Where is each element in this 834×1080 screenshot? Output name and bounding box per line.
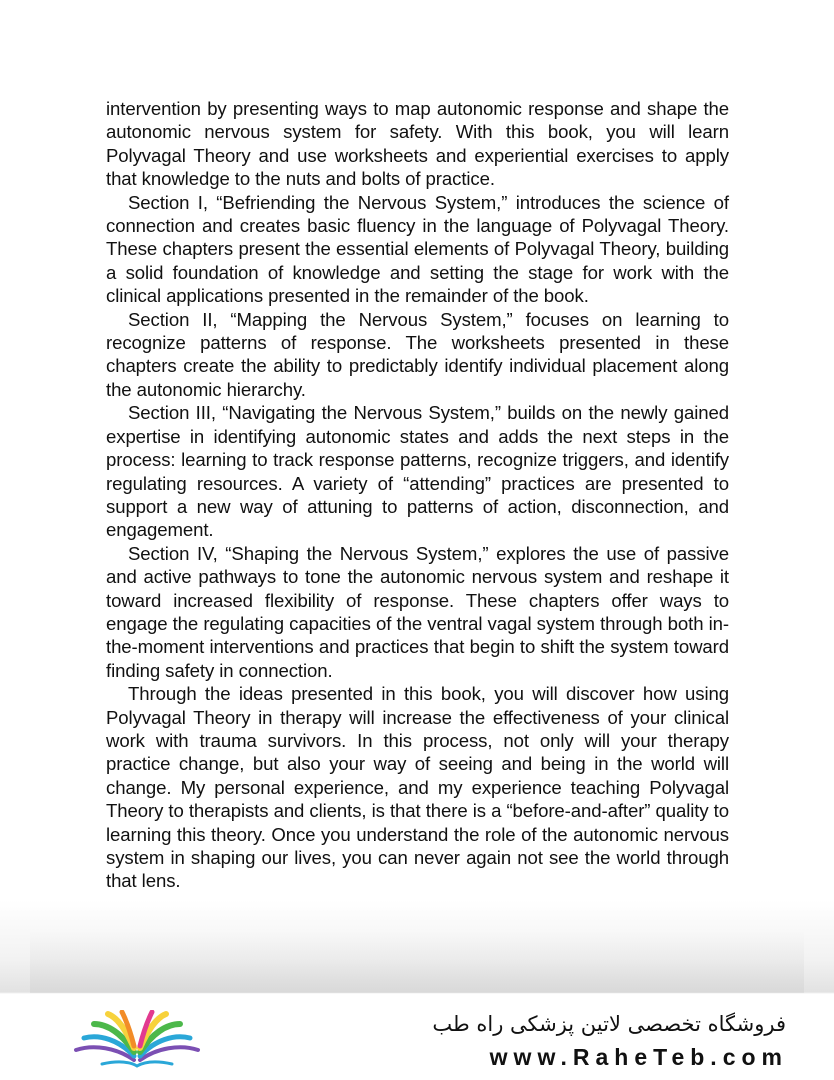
paragraph-section-three: Section III, “Navigating the Nervous System,” builds on the newly gained expertise in identifying autonomic states and adds the next steps in the process: learning to track response patterns, recognize triggers, and identify regulating resources. A variety of “attending” practices are presented to support a new way of attuning to patterns of action, disconnection, and engagement. bbox=[106, 402, 729, 541]
paragraph-section-four: Section IV, “Shaping the Nervous System,” explores the use of passive and active pathways to tone the autonomic nervous system and reshape it toward increased flexibility of response. These chapters offer ways to engage the regulating capacities of the ventral vagal system through both in-the-moment interventions and practices that begin to shift the system toward finding safety in connection. bbox=[106, 542, 729, 681]
paragraph-section-two: Section II, “Mapping the Nervous System,” focuses on learning to recognize patterns of response. The worksheets presented in these chapters create the ability to predictably identify individual placement along the autonomic hierarchy. bbox=[106, 308, 729, 400]
store-name: فروشگاه تخصصی لاتین پزشکی راه طب bbox=[432, 1012, 786, 1036]
paragraph-section-one: Section I, “Befriending the Nervous System,” introduces the science of connection and creates basic fluency in the language of Polyvagal Theory. These chapters present the essential elements of Polyvagal Theory, building a solid foundation of knowledge and setting the stage for work with the clinical applications presented in the remainder of the book. bbox=[106, 191, 729, 307]
open-book-rainbow-icon bbox=[72, 1010, 202, 1068]
paragraph-conclusion: Through the ideas presented in this book, you will discover how using Polyvagal Theory in therapy will increase the effectiveness of your clinical work with trauma survivors. In this process, not only will your therapy practice change, but also your way of seeing and being in the world will change. My personal experience, and my experience teaching Polyvagal Theory to therapists and clients, is that there is a “before-and-after” quality to learning this theory. Once you understand the role of the autonomic nervous system in shaping our lives, you can never again not see the world through that lens. bbox=[106, 683, 729, 892]
paragraph-intro: intervention by presenting ways to map autonomic response and shape the autonomic nervous system for safety. With this book, you will learn Polyvagal Theory and use worksheets and experiential exercises to apply that knowledge to the nuts and bolts of practice. bbox=[106, 98, 729, 190]
store-url[interactable]: www.RaheTeb.com bbox=[489, 1044, 788, 1070]
body-text bbox=[106, 97, 729, 893]
page-shadow bbox=[30, 930, 804, 993]
